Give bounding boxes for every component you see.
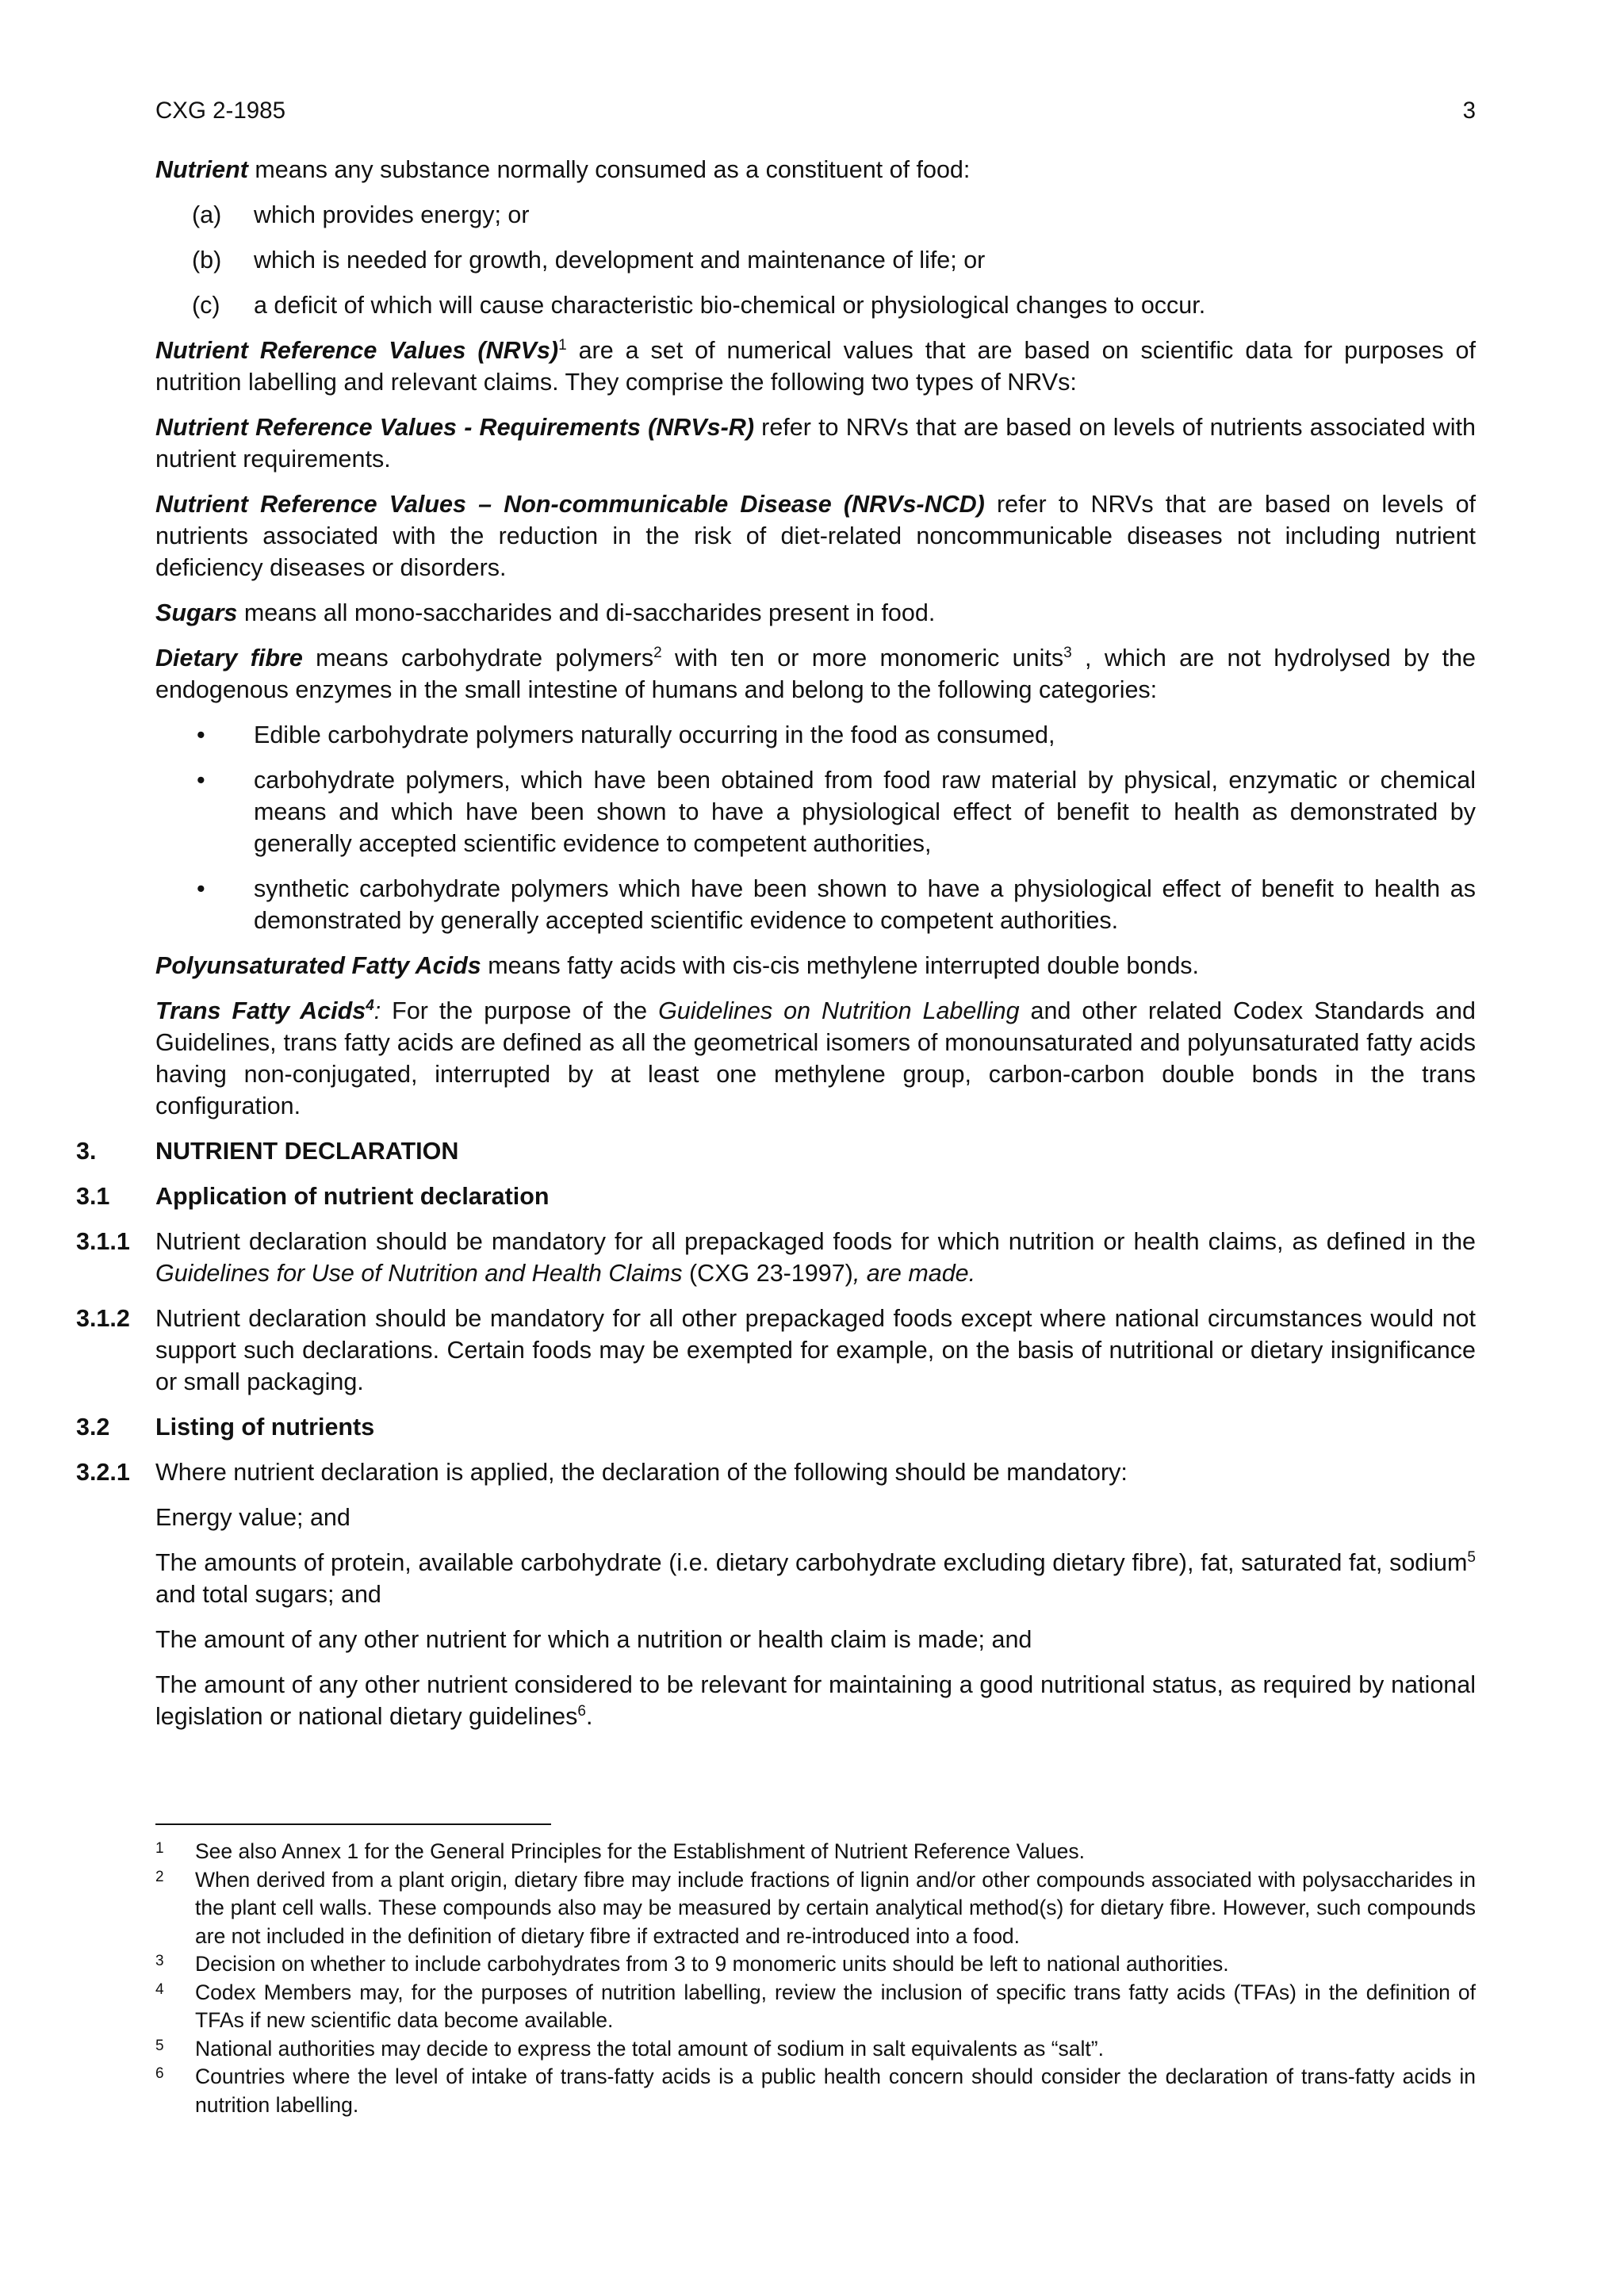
section-3-heading bbox=[76, 1135, 1476, 1167]
footnotes bbox=[155, 1838, 1476, 2119]
footnote-text: See also Annex 1 for the General Principles for the Establishment of Nutrient Reference Values. bbox=[195, 1839, 1085, 1863]
list-item bbox=[155, 244, 1476, 276]
footnote-ref[interactable]: 6 bbox=[577, 1703, 586, 1720]
list-item-text: carbohydrate polymers, which have been obtained from food raw material by physical, enzymatic or chemical means and which have been shown to have a physiological effect of benefit to health as demonstrated by generally accepted scientific evidence to competent authorities, bbox=[254, 767, 1476, 857]
section-number: 3.1.2 bbox=[76, 1305, 130, 1332]
footnote bbox=[155, 1866, 1476, 1951]
footnote-number: 3 bbox=[155, 1953, 164, 1969]
paragraph-text: The amounts of protein, available carbohydrate (i.e. dietary carbohydrate excluding dietary fibre), fat, saturated fat, sodium bbox=[155, 1549, 1468, 1576]
footnote-text: Decision on whether to include carbohydrates from 3 to 9 monomeric units should be left to national authorities. bbox=[195, 1952, 1229, 1976]
section-3-2-1 bbox=[76, 1456, 1476, 1488]
section-3-1-heading bbox=[76, 1181, 1476, 1212]
bullet-marker: • bbox=[197, 721, 205, 748]
section-number: 3.2 bbox=[76, 1414, 110, 1441]
section-text: , are made. bbox=[852, 1260, 976, 1287]
definition-nrvs-r bbox=[155, 411, 1476, 475]
term-nrvs-ncd: Nutrient Reference Values – Non-communicable Disease (NRVs-NCD) bbox=[155, 491, 985, 518]
footnote-number: 4 bbox=[155, 1980, 164, 1998]
definition-text: For the purpose of the bbox=[381, 997, 659, 1024]
footnote bbox=[155, 1979, 1476, 2035]
footnote-ref[interactable]: 2 bbox=[653, 645, 662, 661]
term-nrvs-r: Nutrient Reference Values - Requirements (NRVs-R) bbox=[155, 414, 754, 441]
footnote-number: 1 bbox=[155, 1840, 164, 1857]
guideline-title: Guidelines for Use of Nutrition and Health Claims bbox=[155, 1260, 683, 1287]
section-number: 3.1 bbox=[76, 1183, 110, 1210]
term-trans-fatty-acids: Trans Fatty Acids bbox=[155, 997, 366, 1024]
section-text: (CXG 23-1997) bbox=[682, 1260, 853, 1287]
definition-text: refer to NRVs that are based on levels of nutrients associated with the reduction in the risk of diet-related noncommunicable diseases not including nutrient deficiency diseases or disorders. bbox=[155, 491, 1477, 581]
section-3-1-1 bbox=[76, 1226, 1476, 1289]
footnote bbox=[155, 1838, 1476, 1866]
footnote-text: Countries where the level of intake of trans-fatty acids is a public health concern should consider the declaration of trans-fatty acids in nutrition labelling. bbox=[195, 2064, 1476, 2117]
footnote bbox=[155, 1950, 1476, 1979]
list-item bbox=[155, 873, 1476, 936]
footnote-number: 6 bbox=[155, 2065, 164, 2082]
mandatory-amounts bbox=[155, 1547, 1476, 1610]
list-item-text: Edible carbohydrate polymers naturally occurring in the food as consumed, bbox=[254, 721, 1055, 748]
list-item-text: a deficit of which will cause characteristic bio-chemical or physiological changes to occur. bbox=[254, 292, 1206, 319]
term-sugars: Sugars bbox=[155, 599, 238, 626]
definition-text: means carbohydrate polymers bbox=[302, 645, 654, 672]
definition-sugars bbox=[155, 597, 1476, 629]
footnote bbox=[155, 2063, 1476, 2119]
footnote-text: National authorities may decide to express the total amount of sodium in salt equivalents as “salt”. bbox=[195, 2036, 1104, 2061]
doc-code: CXG 2-1985 bbox=[155, 98, 285, 124]
footnote-number: 5 bbox=[155, 2037, 164, 2054]
list-item bbox=[155, 199, 1476, 231]
definition-text: refer to NRVs that are based on levels of nutrients associated with nutrient requirements. bbox=[155, 414, 1476, 473]
definition-trans-fatty-acids bbox=[155, 995, 1476, 1122]
term-pufa: Polyunsaturated Fatty Acids bbox=[155, 952, 481, 979]
section-text: Nutrient declaration should be mandatory for all prepackaged foods for which nutrition or health claims, as defined in the bbox=[155, 1228, 1476, 1255]
paragraph-text: The amount of any other nutrient considered to be relevant for maintaining a good nutritional status, as required by national legislation or national dietary guidelines bbox=[155, 1671, 1476, 1730]
bullet-marker: • bbox=[197, 767, 205, 794]
page-number: 3 bbox=[1462, 98, 1476, 124]
footnote-text: Codex Members may, for the purposes of nutrition labelling, review the inclusion of specific trans fatty acids (TFAs) in the definition of TFAs if new scientific data become available. bbox=[195, 1980, 1476, 2032]
list-item bbox=[155, 764, 1476, 859]
section-number: 3.2.1 bbox=[76, 1459, 130, 1486]
definition-nrvs-ncd bbox=[155, 488, 1476, 584]
definition-text: means fatty acids with cis-cis methylene interrupted double bonds. bbox=[481, 952, 1200, 979]
definition-text: , which are not hydrolysed by the endogenous enzymes in the small intestine of humans and belong to the following categories: bbox=[155, 645, 1476, 703]
definition-text: are a set of numerical values that are based on scientific data for purposes of nutrition labelling and relevant claims. They comprise the following two types of NRVs: bbox=[155, 337, 1476, 396]
list-item-text: which provides energy; or bbox=[254, 201, 530, 228]
footnote-ref[interactable]: 5 bbox=[1467, 1549, 1476, 1566]
definition-text: means any substance normally consumed as a constituent of food: bbox=[247, 156, 971, 183]
definition-dietary-fibre bbox=[155, 642, 1476, 706]
definition-text: means all mono-saccharides and di-saccharides present in food. bbox=[237, 599, 936, 626]
list-item bbox=[155, 719, 1476, 751]
nutrient-criteria-list bbox=[155, 199, 1476, 321]
list-item-text: synthetic carbohydrate polymers which have been shown to have a physiological effect of benefit to health as demonstrated by generally accepted scientific evidence to competent authorities. bbox=[254, 875, 1476, 934]
definition-nrvs bbox=[155, 335, 1476, 398]
list-item bbox=[155, 289, 1476, 321]
document-body bbox=[76, 154, 1477, 1746]
section-title: NUTRIENT DECLARATION bbox=[155, 1138, 459, 1165]
mandatory-claim-nutrient: The amount of any other nutrient for which a nutrition or health claim is made; and bbox=[155, 1626, 1032, 1653]
footnote-ref[interactable]: 4 bbox=[366, 997, 374, 1014]
bullet-marker: • bbox=[197, 875, 205, 902]
section-3-1-2 bbox=[76, 1303, 1476, 1398]
section-text: Nutrient declaration should be mandatory for all other prepackaged foods except where national circumstances would not support such declarations. Certain foods may be exempted for example, on the basis of nutritional or dietary insignificance or small packaging. bbox=[155, 1305, 1476, 1395]
section-text: Where nutrient declaration is applied, the declaration of the following should be mandatory: bbox=[155, 1459, 1128, 1486]
guideline-title: Guidelines on Nutrition Labelling bbox=[658, 997, 1020, 1024]
section-title: Application of nutrient declaration bbox=[155, 1183, 550, 1210]
list-marker: (c) bbox=[192, 292, 220, 319]
mandatory-status-nutrient bbox=[155, 1669, 1476, 1732]
footnote bbox=[155, 2035, 1476, 2064]
term-nrvs: Nutrient Reference Values (NRVs) bbox=[155, 337, 559, 364]
section-3-2-heading bbox=[76, 1411, 1476, 1443]
definition-pufa bbox=[155, 950, 1476, 982]
term-dietary-fibre: Dietary fibre bbox=[155, 645, 303, 672]
definition-text: with ten or more monomeric units bbox=[661, 645, 1064, 672]
paragraph-text: . bbox=[585, 1703, 593, 1730]
paragraph-text: and total sugars; and bbox=[155, 1581, 381, 1608]
footnote-number: 2 bbox=[155, 1868, 164, 1885]
footnote-ref[interactable]: 3 bbox=[1063, 645, 1072, 661]
list-marker: (b) bbox=[192, 247, 222, 274]
footnote-text: When derived from a plant origin, dietary fibre may include fractions of lignin and/or other compounds associated with polysaccharides in the plant cell walls. These compounds also may be measured by certain analytical method(s) for dietary fibre. However, such compounds are not included in the definition of dietary fibre if extracted and re-introduced into a food. bbox=[195, 1867, 1476, 1948]
section-number: 3. bbox=[76, 1138, 97, 1165]
term-colon: : bbox=[373, 997, 381, 1024]
section-number: 3.1.1 bbox=[76, 1228, 130, 1255]
fibre-category-list bbox=[155, 719, 1476, 936]
definition-text: and other related Codex Standards and Guidelines, trans fatty acids are defined as all the geometrical isomers of monounsaturated and polyunsaturated fatty acids having non-conjugated, interrupted by at least one methylene group, carbon-carbon double bonds in the trans configuration. bbox=[155, 997, 1476, 1119]
term-nutrient: Nutrient bbox=[155, 156, 248, 183]
list-item-text: which is needed for growth, development and maintenance of life; or bbox=[254, 247, 986, 274]
footnote-ref[interactable]: 1 bbox=[558, 337, 567, 354]
mandatory-energy: Energy value; and bbox=[155, 1504, 350, 1531]
section-title: Listing of nutrients bbox=[155, 1414, 375, 1441]
definition-nutrient bbox=[155, 154, 1476, 186]
list-marker: (a) bbox=[192, 201, 222, 228]
footnote-separator bbox=[155, 1823, 551, 1825]
